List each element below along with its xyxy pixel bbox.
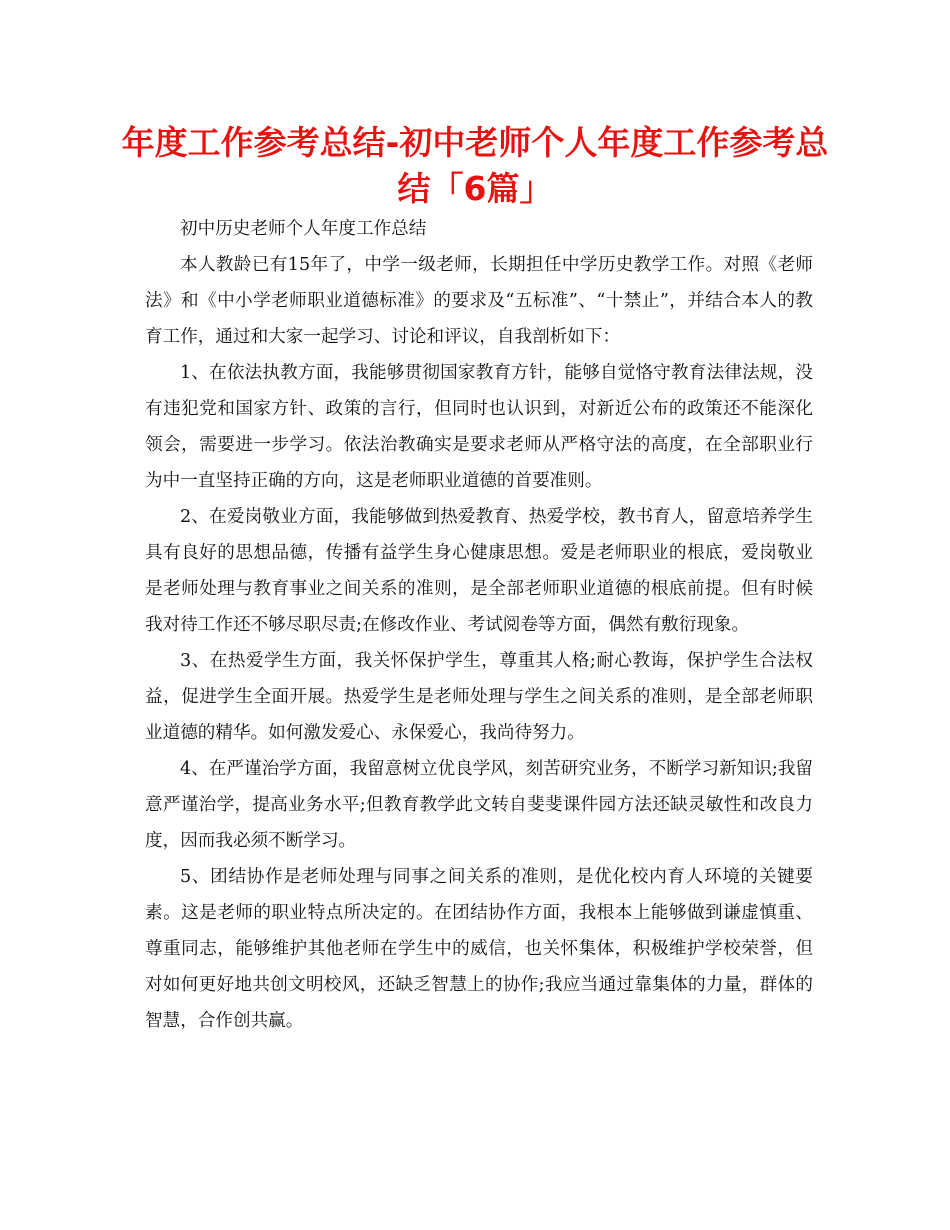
document-body	[145, 211, 813, 1039]
section-subheading: 初中历史老师个人年度工作总结	[180, 219, 427, 239]
paragraph-item-3: 3、在热爱学生方面，我关怀保护学生，尊重其人格;耐心教诲，保护学生合法权益，促进学生全面开展。热爱学生是老师处理与学生之间关系的准则，是全部老师职业道德的精华。如何激发爱心、永保爱心，我尚待努力。	[145, 651, 813, 743]
paragraph-item-4: 4、在严谨治学方面，我留意树立优良学风，刻苦研究业务，不断学习新知识;我留意严谨治学，提高业务水平;但教育教学此文转自斐斐课件园方法还缺灵敏性和改良力度，因而我必须不断学习。	[145, 759, 813, 851]
paragraph-intro: 本人教龄已有15年了，中学一级老师，长期担任中学历史教学工作。对照《老师法》和《中小学老师职业道德标准》的要求及“五标准”、“十禁止”，并结合本人的教育工作，通过和大家一起学习、讨论和评议，自我剖析如下：	[145, 255, 813, 347]
paragraph-item-5: 5、团结协作是老师处理与同事之间关系的准则，是优化校内育人环境的关键要素。这是老师的职业特点所决定的。在团结协作方面，我根本上能够做到谦虚慎重、尊重同志，能够维护其他老师在学生中的威信，也关怀集体，积极维护学校荣誉，但对如何更好地共创文明校风，还缺乏智慧上的协作;我应当通过靠集体的力量，群体的智慧，合作创共赢。	[145, 867, 813, 1031]
document-title: 年度工作参考总结-初中老师个人年度工作参考总结「6篇」	[121, 123, 829, 208]
paragraph-item-2: 2、在爱岗敬业方面，我能够做到热爱教育、热爱学校，教书育人，留意培养学生具有良好的思想品德，传播有益学生身心健康思想。爱是老师职业的根底，爱岗敬业是老师处理与教育事业之间关系的准则，是全部老师职业道德的根底前提。但有时候我对待工作还不够尽职尽责;在修改作业、考试阅卷等方面，偶然有敷衍现象。	[145, 507, 813, 635]
paragraph-item-1: 1、在依法执教方面，我能够贯彻国家教育方针，能够自觉恪守教育法律法规，没有违犯党和国家方针、政策的言行，但同时也认识到，对新近公布的政策还不能深化领会，需要进一步学习。依法治教确实是要求老师从严格守法的高度，在全部职业行为中一直坚持正确的方向，这是老师职业道德的首要准则。	[145, 363, 813, 491]
